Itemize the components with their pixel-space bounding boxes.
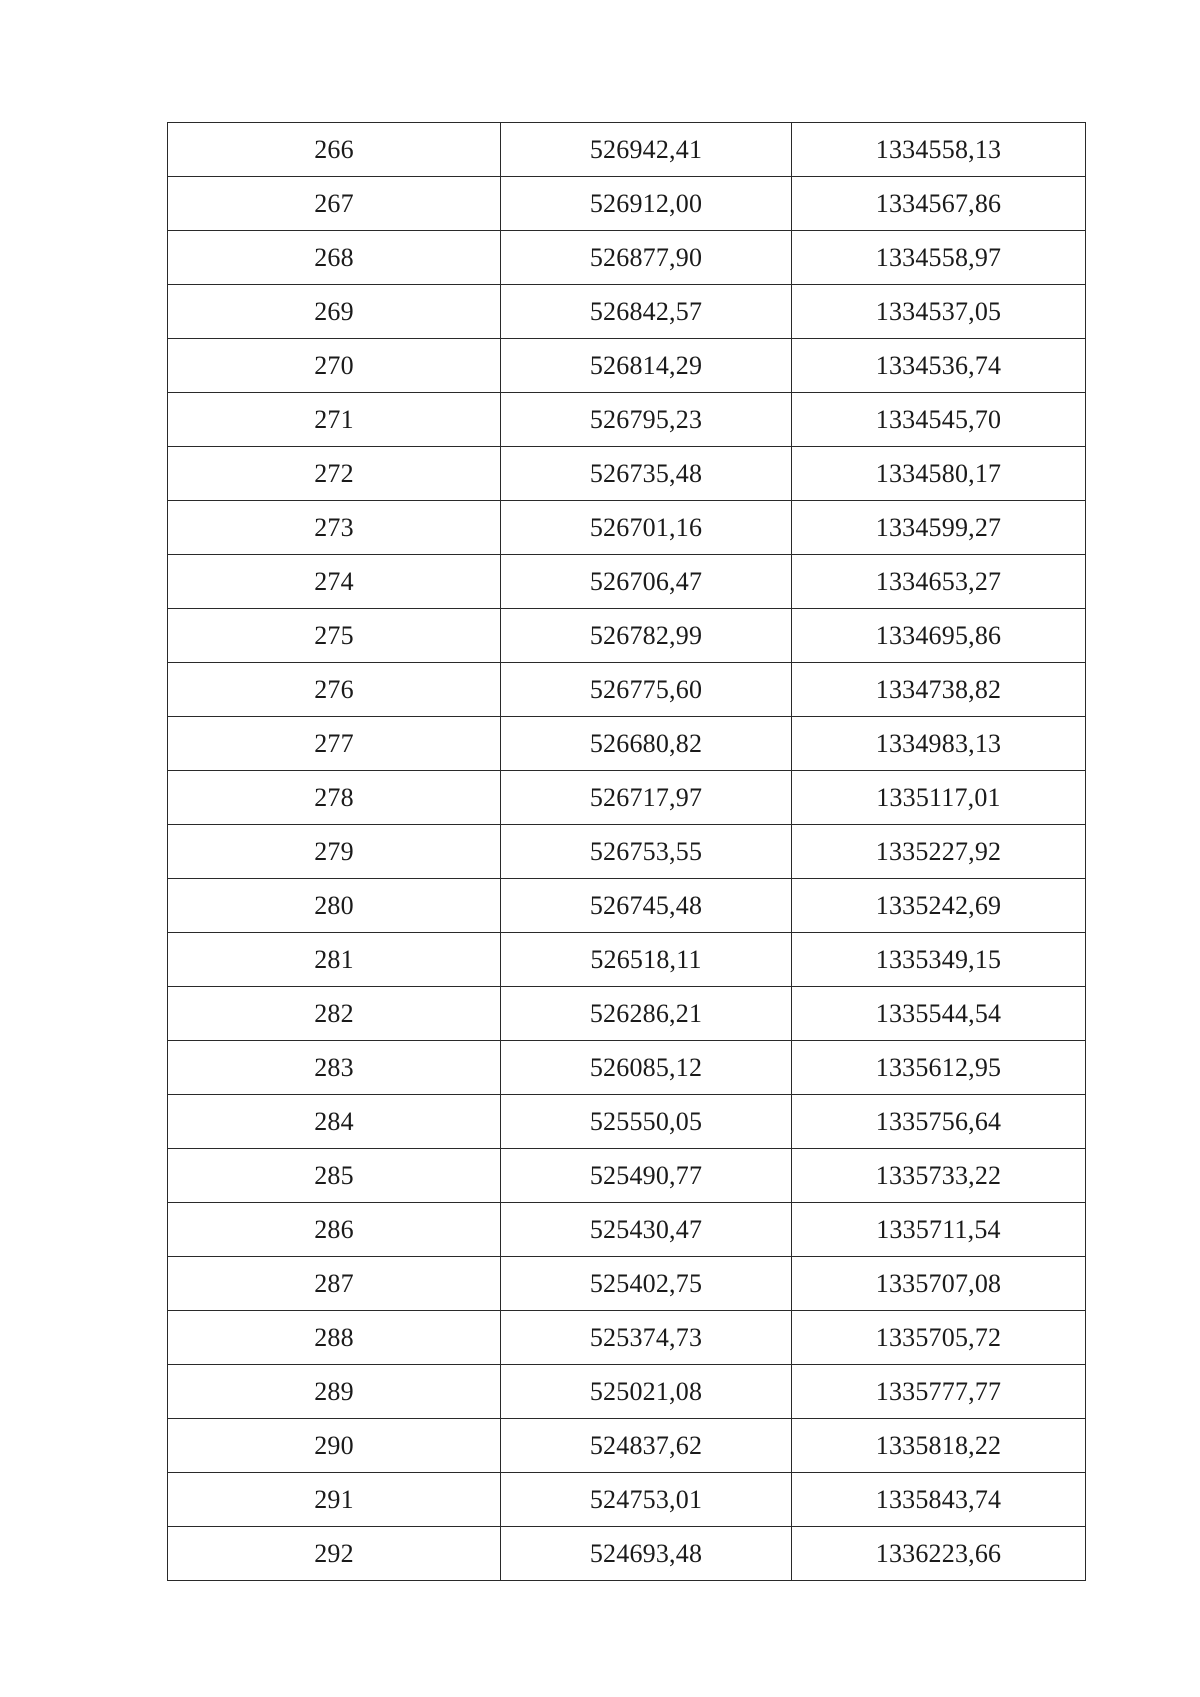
x-coordinate-cell: 526942,41 [501, 123, 792, 177]
x-coordinate-cell: 526735,48 [501, 447, 792, 501]
table-row [168, 1527, 1086, 1581]
y-coordinate-cell: 1336223,66 [792, 1527, 1086, 1581]
table-row [168, 825, 1086, 879]
y-coordinate-cell: 1334983,13 [792, 717, 1086, 771]
point-number-cell: 291 [168, 1473, 501, 1527]
y-coordinate-cell: 1335612,95 [792, 1041, 1086, 1095]
table-row [168, 123, 1086, 177]
table-row [168, 933, 1086, 987]
x-coordinate-cell: 526706,47 [501, 555, 792, 609]
y-coordinate-cell: 1335818,22 [792, 1419, 1086, 1473]
table-row [168, 663, 1086, 717]
x-coordinate-cell: 526518,11 [501, 933, 792, 987]
y-coordinate-cell: 1335843,74 [792, 1473, 1086, 1527]
table-row [168, 231, 1086, 285]
table-row [168, 1041, 1086, 1095]
y-coordinate-cell: 1334580,17 [792, 447, 1086, 501]
point-number-cell: 276 [168, 663, 501, 717]
table-row [168, 393, 1086, 447]
point-number-cell: 272 [168, 447, 501, 501]
point-number-cell: 284 [168, 1095, 501, 1149]
x-coordinate-cell: 526085,12 [501, 1041, 792, 1095]
x-coordinate-cell: 525550,05 [501, 1095, 792, 1149]
point-number-cell: 290 [168, 1419, 501, 1473]
table-row [168, 339, 1086, 393]
x-coordinate-cell: 526753,55 [501, 825, 792, 879]
y-coordinate-cell: 1335705,72 [792, 1311, 1086, 1365]
x-coordinate-cell: 525021,08 [501, 1365, 792, 1419]
x-coordinate-cell: 526286,21 [501, 987, 792, 1041]
point-number-cell: 285 [168, 1149, 501, 1203]
point-number-cell: 282 [168, 987, 501, 1041]
table-row [168, 555, 1086, 609]
y-coordinate-cell: 1334599,27 [792, 501, 1086, 555]
table-row [168, 987, 1086, 1041]
table-row [168, 177, 1086, 231]
y-coordinate-cell: 1334653,27 [792, 555, 1086, 609]
y-coordinate-cell: 1335117,01 [792, 771, 1086, 825]
table-row [168, 609, 1086, 663]
x-coordinate-cell: 525430,47 [501, 1203, 792, 1257]
x-coordinate-cell: 526877,90 [501, 231, 792, 285]
table-row [168, 717, 1086, 771]
y-coordinate-cell: 1335227,92 [792, 825, 1086, 879]
point-number-cell: 286 [168, 1203, 501, 1257]
point-number-cell: 279 [168, 825, 501, 879]
point-number-cell: 275 [168, 609, 501, 663]
table-row [168, 447, 1086, 501]
table-row [168, 1203, 1086, 1257]
point-number-cell: 281 [168, 933, 501, 987]
y-coordinate-cell: 1335544,54 [792, 987, 1086, 1041]
y-coordinate-cell: 1335711,54 [792, 1203, 1086, 1257]
point-number-cell: 270 [168, 339, 501, 393]
x-coordinate-cell: 526814,29 [501, 339, 792, 393]
y-coordinate-cell: 1334545,70 [792, 393, 1086, 447]
y-coordinate-cell: 1334567,86 [792, 177, 1086, 231]
x-coordinate-cell: 524837,62 [501, 1419, 792, 1473]
point-number-cell: 269 [168, 285, 501, 339]
point-number-cell: 280 [168, 879, 501, 933]
x-coordinate-cell: 524693,48 [501, 1527, 792, 1581]
x-coordinate-cell: 525402,75 [501, 1257, 792, 1311]
table-row [168, 1419, 1086, 1473]
x-coordinate-cell: 526842,57 [501, 285, 792, 339]
x-coordinate-cell: 526745,48 [501, 879, 792, 933]
x-coordinate-cell: 526680,82 [501, 717, 792, 771]
point-number-cell: 289 [168, 1365, 501, 1419]
x-coordinate-cell: 526717,97 [501, 771, 792, 825]
y-coordinate-cell: 1334558,13 [792, 123, 1086, 177]
point-number-cell: 267 [168, 177, 501, 231]
table-row [168, 1365, 1086, 1419]
point-number-cell: 268 [168, 231, 501, 285]
y-coordinate-cell: 1335733,22 [792, 1149, 1086, 1203]
coordinates-table [167, 122, 1086, 1581]
y-coordinate-cell: 1334695,86 [792, 609, 1086, 663]
point-number-cell: 287 [168, 1257, 501, 1311]
point-number-cell: 274 [168, 555, 501, 609]
table-row [168, 1311, 1086, 1365]
y-coordinate-cell: 1334558,97 [792, 231, 1086, 285]
table-row [168, 771, 1086, 825]
point-number-cell: 292 [168, 1527, 501, 1581]
point-number-cell: 273 [168, 501, 501, 555]
x-coordinate-cell: 526701,16 [501, 501, 792, 555]
coordinates-table-body [168, 123, 1086, 1581]
x-coordinate-cell: 524753,01 [501, 1473, 792, 1527]
table-row [168, 1473, 1086, 1527]
table-row [168, 1095, 1086, 1149]
y-coordinate-cell: 1335756,64 [792, 1095, 1086, 1149]
point-number-cell: 288 [168, 1311, 501, 1365]
table-row [168, 501, 1086, 555]
point-number-cell: 271 [168, 393, 501, 447]
x-coordinate-cell: 525374,73 [501, 1311, 792, 1365]
x-coordinate-cell: 526795,23 [501, 393, 792, 447]
y-coordinate-cell: 1334536,74 [792, 339, 1086, 393]
point-number-cell: 266 [168, 123, 501, 177]
table-row [168, 285, 1086, 339]
y-coordinate-cell: 1334537,05 [792, 285, 1086, 339]
x-coordinate-cell: 526775,60 [501, 663, 792, 717]
x-coordinate-cell: 525490,77 [501, 1149, 792, 1203]
table-row [168, 879, 1086, 933]
x-coordinate-cell: 526912,00 [501, 177, 792, 231]
point-number-cell: 283 [168, 1041, 501, 1095]
y-coordinate-cell: 1334738,82 [792, 663, 1086, 717]
table-row [168, 1149, 1086, 1203]
y-coordinate-cell: 1335777,77 [792, 1365, 1086, 1419]
y-coordinate-cell: 1335242,69 [792, 879, 1086, 933]
y-coordinate-cell: 1335349,15 [792, 933, 1086, 987]
x-coordinate-cell: 526782,99 [501, 609, 792, 663]
point-number-cell: 277 [168, 717, 501, 771]
y-coordinate-cell: 1335707,08 [792, 1257, 1086, 1311]
table-row [168, 1257, 1086, 1311]
point-number-cell: 278 [168, 771, 501, 825]
